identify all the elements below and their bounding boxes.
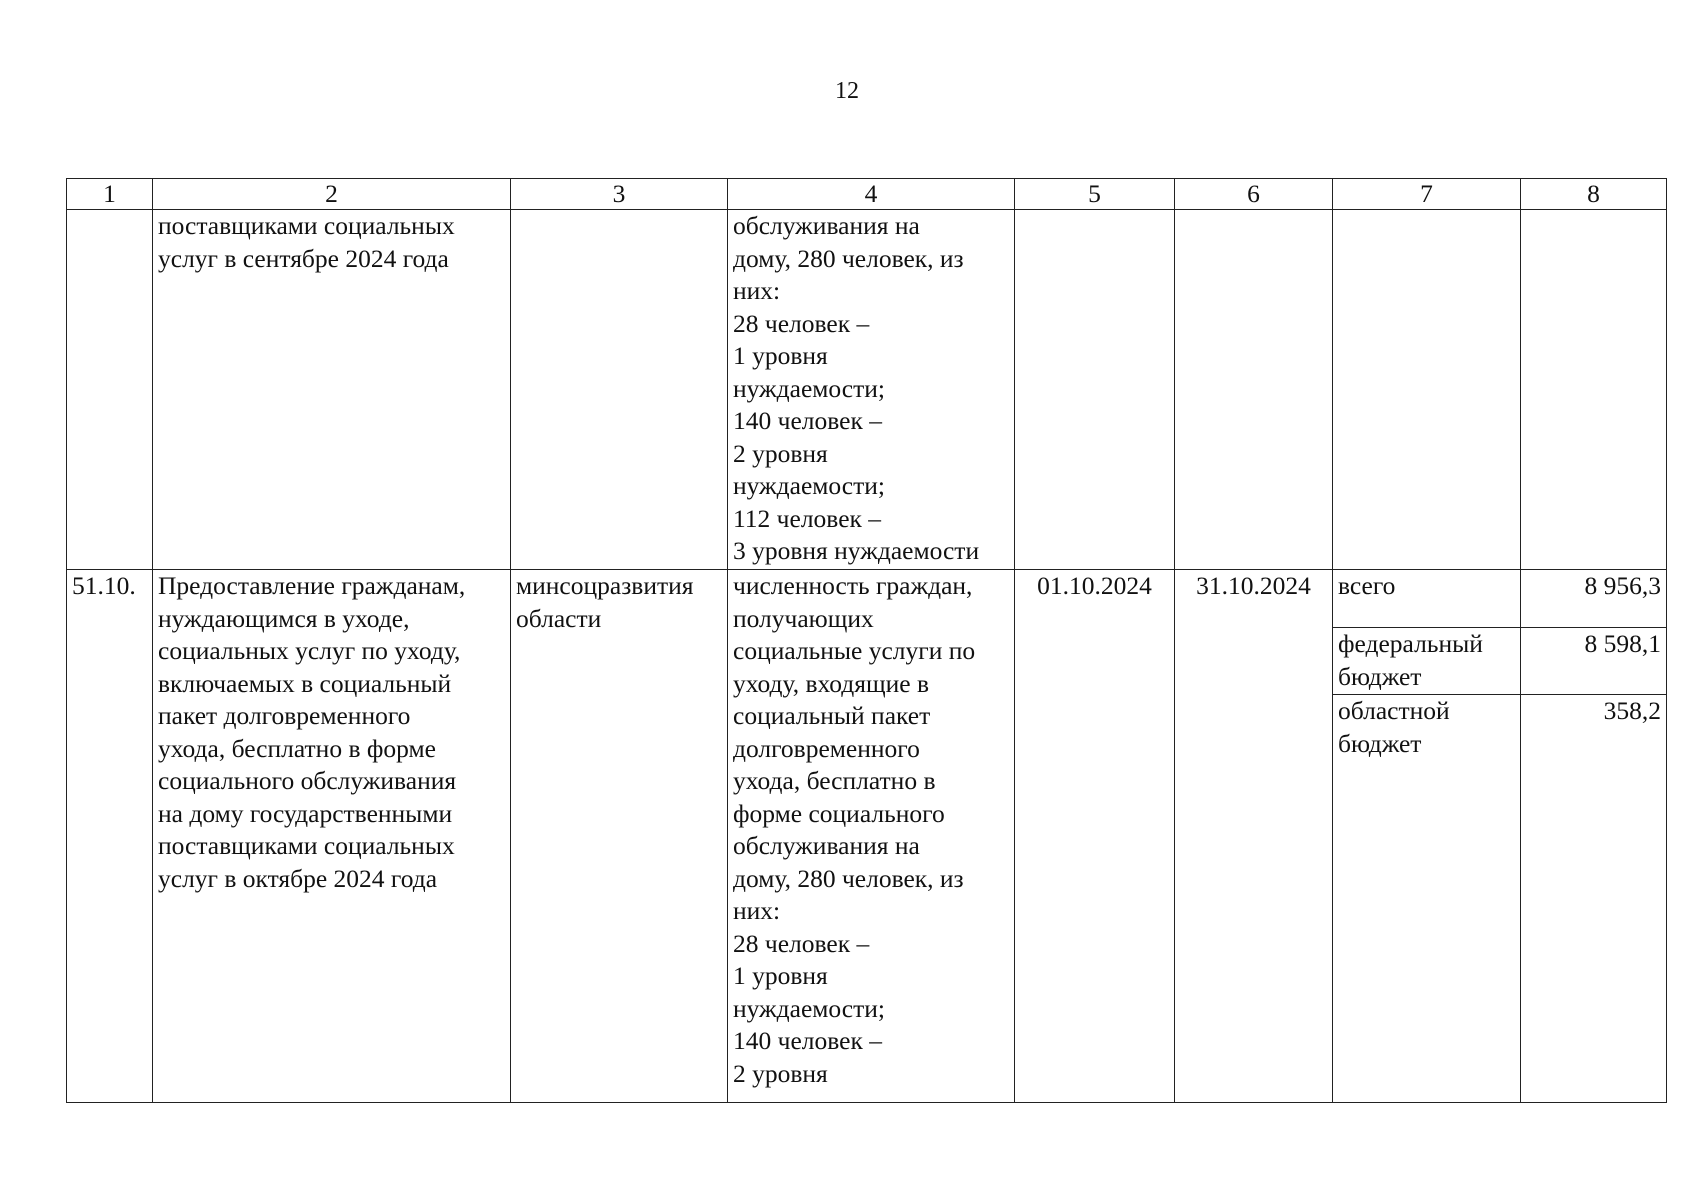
- funding-amount-federal: 8 598,1: [1521, 628, 1667, 695]
- plan-table: [66, 178, 1667, 1103]
- continued-end-cell: [1175, 210, 1333, 570]
- continued-number-cell: [67, 210, 153, 570]
- header-cell-5: 5: [1015, 179, 1175, 210]
- continued-amount-cell: [1521, 210, 1667, 570]
- continued-description: поставщиками социальных услуг в сентябре 2024 года: [153, 210, 511, 570]
- header-cell-3: 3: [511, 179, 728, 210]
- page-number: 12: [835, 78, 859, 104]
- row-description: Предоставление гражданам, нуждающимся в уходе, социальных услуг по уходу, включаемых в социальный пакет долговременного ухода, бесплатно в форме социального обслуживания на дому государственными поставщиками социальных услуг в октябре 2024 года: [153, 570, 511, 1103]
- header-cell-2: 2: [153, 179, 511, 210]
- header-cell-6: 6: [1175, 179, 1333, 210]
- header-cell-4: 4: [728, 179, 1015, 210]
- funding-amount-regional: 358,2: [1521, 695, 1667, 1103]
- header-cell-1: 1: [67, 179, 153, 210]
- row-executor: минсоцразвития области: [511, 570, 728, 1103]
- table-row-continued: [67, 210, 1667, 570]
- funding-source-total: всего: [1333, 570, 1521, 628]
- header-row: [67, 179, 1667, 210]
- continued-source-cell: [1333, 210, 1521, 570]
- funding-source-federal: федеральный бюджет: [1333, 628, 1521, 695]
- row-indicator: численность граждан, получающих социальные услуги по уходу, входящие в социальный пакет долговременного ухода, бесплатно в форме социального обслуживания на дому, 280 человек, из них: 28 человек – 1 уровня нуждаемости; 140 человек – 2 уровня: [728, 570, 1015, 1103]
- table-row-51-10: [67, 570, 1667, 628]
- header-cell-7: 7: [1333, 179, 1521, 210]
- row-number: 51.10.: [67, 570, 153, 1103]
- row-end-date: 31.10.2024: [1175, 570, 1333, 1103]
- funding-source-regional: областной бюджет: [1333, 695, 1521, 1103]
- row-start-date: 01.10.2024: [1015, 570, 1175, 1103]
- continued-start-cell: [1015, 210, 1175, 570]
- funding-amount-total: 8 956,3: [1521, 570, 1667, 628]
- header-cell-8: 8: [1521, 179, 1667, 210]
- continued-indicator: обслуживания на дому, 280 человек, из них: 28 человек – 1 уровня нуждаемости; 140 человек – 2 уровня нуждаемости; 112 человек – 3 уровня нуждаемости: [728, 210, 1015, 570]
- continued-executor-cell: [511, 210, 728, 570]
